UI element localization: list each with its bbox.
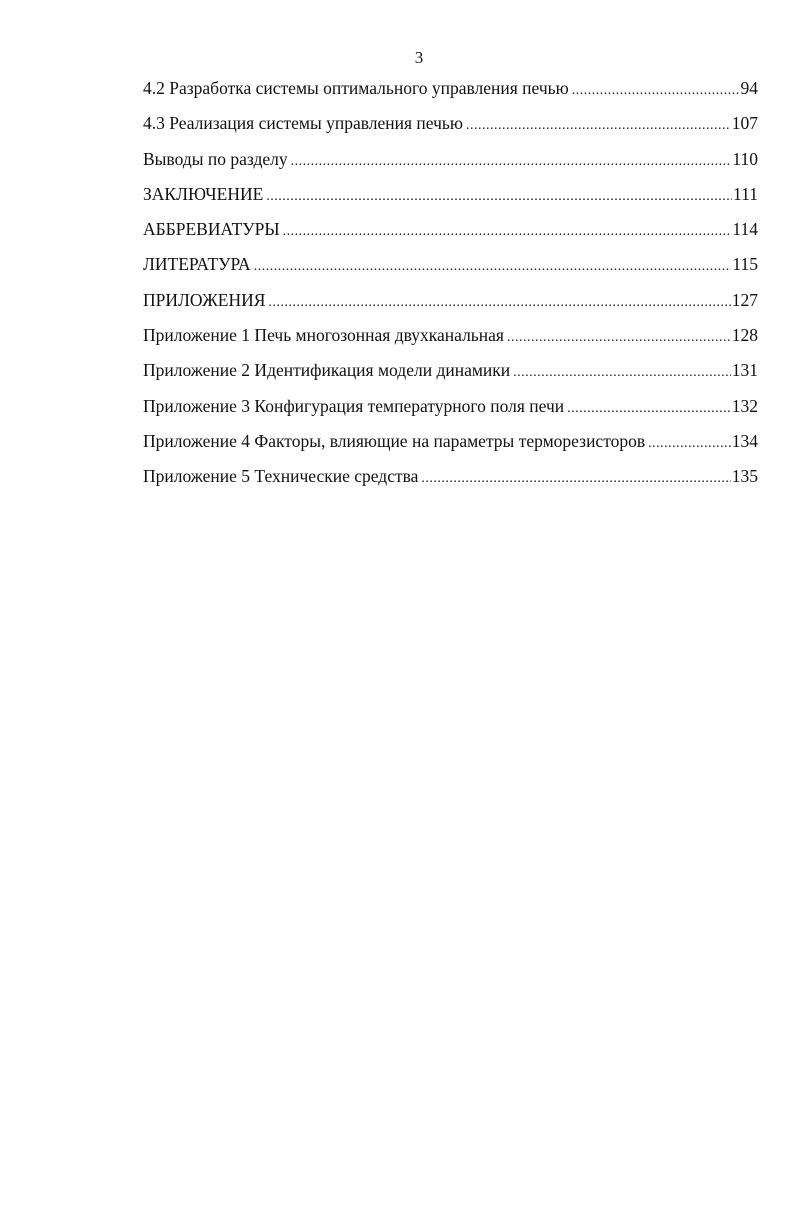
toc-dot-leader (283, 224, 732, 240)
toc-entry-page: 131 (731, 360, 758, 381)
toc-entry-page: 128 (731, 325, 758, 346)
toc-dot-leader (421, 471, 730, 487)
toc-entry-page: 107 (731, 113, 758, 134)
toc-dot-leader (507, 330, 731, 346)
toc-entry-title: ЗАКЛЮЧЕНИЕ (143, 183, 264, 204)
toc-entry-title: Выводы по разделу (143, 148, 288, 169)
toc-entry (143, 78, 758, 113)
toc-entry (143, 219, 758, 254)
toc-entry-page: 134 (731, 430, 758, 451)
toc-entry-title: Приложение 3 Конфигурация температурного поля печи (143, 395, 565, 416)
toc-dot-leader (648, 436, 731, 452)
toc-entry-title: Приложение 2 Идентификация модели динамики (143, 360, 511, 381)
toc-entry-title: Приложение 4 Факторы, влияющие на параметры терморезисторов (143, 430, 646, 451)
toc-entry-page: 114 (732, 219, 758, 240)
toc-dot-leader (572, 83, 740, 99)
toc-entry (143, 360, 758, 395)
toc-entry (143, 431, 758, 466)
toc-entry (143, 396, 758, 431)
toc-entry (143, 113, 758, 148)
toc-dot-leader (567, 401, 731, 417)
toc-entry (143, 466, 758, 501)
toc-entry-page: 115 (732, 254, 758, 275)
toc-entry (143, 184, 758, 219)
toc-entry-page: 127 (731, 289, 758, 310)
toc-entry-title: АББРЕВИАТУРЫ (143, 219, 280, 240)
toc-dot-leader (291, 154, 732, 170)
toc-entry-page: 111 (733, 183, 758, 204)
toc-dot-leader (254, 259, 732, 275)
toc-dot-leader (466, 118, 731, 134)
toc-entry (143, 254, 758, 289)
toc-entry (143, 290, 758, 325)
toc-entry-title: ЛИТЕРАТУРА (143, 254, 251, 275)
toc-entry-title: Приложение 1 Печь многозонная двухканальная (143, 325, 504, 346)
toc-entry (143, 149, 758, 184)
toc-entry-page: 132 (731, 395, 758, 416)
toc-entry-page: 94 (740, 78, 758, 98)
toc-dot-leader (266, 189, 732, 205)
toc-entry-page: 135 (731, 466, 758, 487)
toc-dot-leader (268, 295, 730, 311)
page-number: 3 (414, 48, 424, 67)
table-of-contents (143, 78, 758, 502)
toc-dot-leader (513, 365, 731, 381)
toc-entry-page: 110 (732, 148, 758, 169)
toc-entry-title: Приложение 5 Технические средства (143, 466, 419, 487)
toc-entry (143, 325, 758, 360)
toc-entry-title: 4.2 Разработка системы оптимального управления печью (143, 78, 569, 98)
toc-entry-title: ПРИЛОЖЕНИЯ (143, 289, 266, 310)
toc-entry-title: 4.3 Реализация системы управления печью (143, 113, 463, 134)
